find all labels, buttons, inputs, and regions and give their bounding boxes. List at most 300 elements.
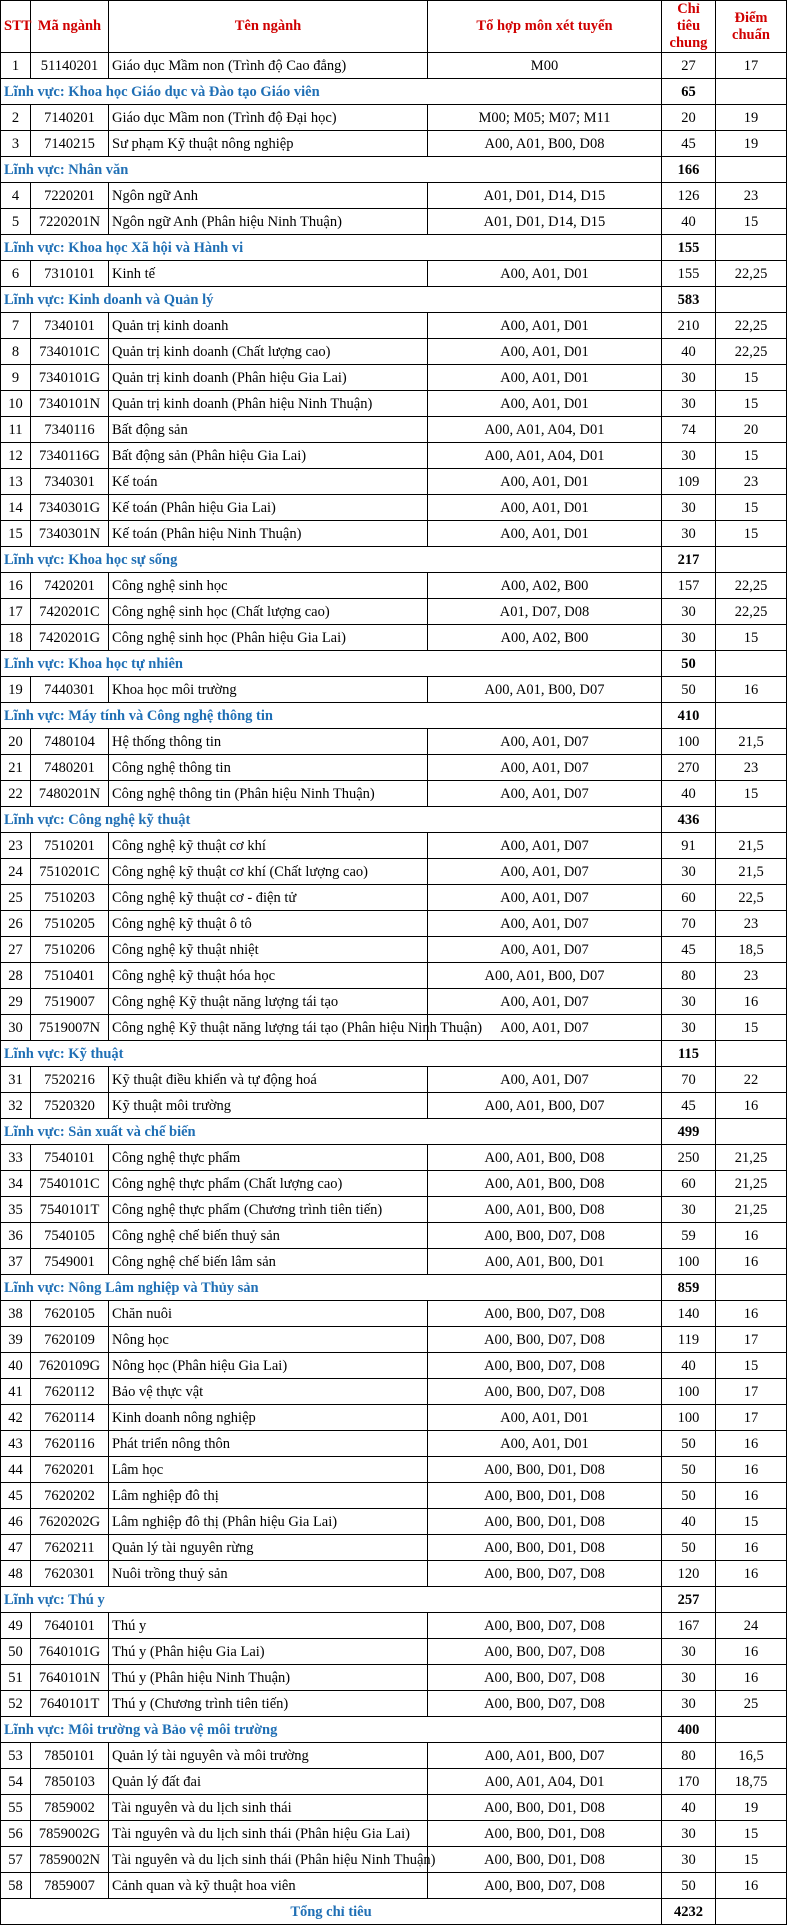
- cell-code: 7540101C: [31, 1171, 109, 1197]
- group-total: 65: [662, 79, 716, 105]
- cell-quota: 120: [662, 1561, 716, 1587]
- cell-score: 23: [716, 963, 787, 989]
- cell-stt: 37: [1, 1249, 31, 1275]
- cell-name: Công nghệ chế biến thuỷ sản: [109, 1223, 428, 1249]
- cell-score: 15: [716, 209, 787, 235]
- cell-code: 7340301N: [31, 521, 109, 547]
- cell-combo: A00, A01, D07: [428, 911, 662, 937]
- total-label: Tổng chỉ tiêu: [1, 1899, 662, 1925]
- cell-code: 7340101: [31, 313, 109, 339]
- cell-score: 17: [716, 1405, 787, 1431]
- cell-stt: 33: [1, 1145, 31, 1171]
- cell-code: 7620114: [31, 1405, 109, 1431]
- cell-combo: A00, A01, B00, D08: [428, 131, 662, 157]
- table-row: [1, 937, 787, 963]
- group-label: Lĩnh vực: Thú y: [1, 1587, 662, 1613]
- cell-code: 7420201G: [31, 625, 109, 651]
- table-row: [1, 1327, 787, 1353]
- group-total: 155: [662, 235, 716, 261]
- cell-quota: 40: [662, 1509, 716, 1535]
- table-row: [1, 1535, 787, 1561]
- cell-quota: 40: [662, 209, 716, 235]
- cell-combo: A00, A01, B00, D08: [428, 1145, 662, 1171]
- table-row: [1, 495, 787, 521]
- cell-score: 15: [716, 521, 787, 547]
- cell-name: Khoa học môi trường: [109, 677, 428, 703]
- cell-score: 16: [716, 1301, 787, 1327]
- cell-name: Quản lý đất đai: [109, 1769, 428, 1795]
- table-row: [1, 1847, 787, 1873]
- header-row: [1, 1, 787, 53]
- group-label: Lĩnh vực: Khoa học tự nhiên: [1, 651, 662, 677]
- cell-combo: A00, B00, D07, D08: [428, 1561, 662, 1587]
- cell-stt: 48: [1, 1561, 31, 1587]
- table-row: [1, 1379, 787, 1405]
- cell-name: Quản lý tài nguyên và môi trường: [109, 1743, 428, 1769]
- group-row: [1, 1717, 787, 1743]
- cell-combo: A00, A01, D07: [428, 859, 662, 885]
- cell-quota: 30: [662, 391, 716, 417]
- cell-combo: A00, B00, D07, D08: [428, 1301, 662, 1327]
- cell-quota: 40: [662, 781, 716, 807]
- table-row: [1, 1301, 787, 1327]
- cell-code: 7859002: [31, 1795, 109, 1821]
- cell-stt: 27: [1, 937, 31, 963]
- cell-score: 15: [716, 1847, 787, 1873]
- header-score: Điểm chuẩn: [716, 1, 787, 53]
- cell-code: 7519007: [31, 989, 109, 1015]
- cell-code: 7519007N: [31, 1015, 109, 1041]
- cell-stt: 52: [1, 1691, 31, 1717]
- cell-score: 16: [716, 1665, 787, 1691]
- cell-quota: 60: [662, 885, 716, 911]
- cell-combo: A00, A01, B00, D07: [428, 677, 662, 703]
- cell-stt: 40: [1, 1353, 31, 1379]
- cell-quota: 30: [662, 365, 716, 391]
- cell-score: 21,5: [716, 859, 787, 885]
- cell-name: Công nghệ sinh học (Chất lượng cao): [109, 599, 428, 625]
- cell-score: 16: [716, 1535, 787, 1561]
- cell-quota: 170: [662, 1769, 716, 1795]
- cell-score: 18,5: [716, 937, 787, 963]
- cell-combo: A00, A01, D07: [428, 989, 662, 1015]
- cell-quota: 40: [662, 1795, 716, 1821]
- cell-quota: 155: [662, 261, 716, 287]
- cell-stt: 16: [1, 573, 31, 599]
- cell-score: 15: [716, 391, 787, 417]
- cell-stt: 41: [1, 1379, 31, 1405]
- cell-name: Bảo vệ thực vật: [109, 1379, 428, 1405]
- cell-quota: 20: [662, 105, 716, 131]
- cell-code: 7620109G: [31, 1353, 109, 1379]
- group-row: [1, 79, 787, 105]
- cell-quota: 91: [662, 833, 716, 859]
- cell-combo: A00, B00, D01, D08: [428, 1535, 662, 1561]
- cell-quota: 30: [662, 1665, 716, 1691]
- cell-stt: 18: [1, 625, 31, 651]
- cell-name: Quản trị kinh doanh: [109, 313, 428, 339]
- group-blank-cell: [716, 1587, 787, 1613]
- cell-quota: 60: [662, 1171, 716, 1197]
- cell-code: 7510203: [31, 885, 109, 911]
- table-row: [1, 677, 787, 703]
- cell-quota: 27: [662, 53, 716, 79]
- table-row: [1, 625, 787, 651]
- cell-stt: 49: [1, 1613, 31, 1639]
- cell-name: Quản trị kinh doanh (Phân hiệu Gia Lai): [109, 365, 428, 391]
- cell-stt: 39: [1, 1327, 31, 1353]
- cell-quota: 30: [662, 599, 716, 625]
- cell-quota: 30: [662, 521, 716, 547]
- group-label: Lĩnh vực: Nhân văn: [1, 157, 662, 183]
- cell-stt: 43: [1, 1431, 31, 1457]
- cell-combo: A01, D01, D14, D15: [428, 183, 662, 209]
- total-blank-cell: [716, 1899, 787, 1925]
- cell-quota: 270: [662, 755, 716, 781]
- group-label: Lĩnh vực: Khoa học Giáo dục và Đào tạo Giáo viên: [1, 79, 662, 105]
- cell-score: 16: [716, 677, 787, 703]
- cell-combo: A00, A01, A04, D01: [428, 1769, 662, 1795]
- cell-code: 7520320: [31, 1093, 109, 1119]
- cell-code: 7220201N: [31, 209, 109, 235]
- cell-combo: A00, A01, D01: [428, 1431, 662, 1457]
- cell-name: Công nghệ sinh học: [109, 573, 428, 599]
- group-blank-cell: [716, 1041, 787, 1067]
- table-row: [1, 1873, 787, 1899]
- cell-combo: A00, A01, D07: [428, 755, 662, 781]
- group-row: [1, 157, 787, 183]
- cell-quota: 74: [662, 417, 716, 443]
- group-label: Lĩnh vực: Sản xuất và chế biến: [1, 1119, 662, 1145]
- cell-code: 7440301: [31, 677, 109, 703]
- group-label: Lĩnh vực: Kỹ thuật: [1, 1041, 662, 1067]
- cell-stt: 57: [1, 1847, 31, 1873]
- group-blank-cell: [716, 547, 787, 573]
- group-row: [1, 235, 787, 261]
- cell-code: 7520216: [31, 1067, 109, 1093]
- cell-stt: 17: [1, 599, 31, 625]
- cell-code: 7549001: [31, 1249, 109, 1275]
- cell-stt: 55: [1, 1795, 31, 1821]
- cell-stt: 10: [1, 391, 31, 417]
- table-row: [1, 417, 787, 443]
- cell-combo: A00, B00, D01, D08: [428, 1509, 662, 1535]
- cell-quota: 30: [662, 1821, 716, 1847]
- cell-stt: 21: [1, 755, 31, 781]
- cell-name: Thú y (Phân hiệu Gia Lai): [109, 1639, 428, 1665]
- cell-name: Công nghệ thực phẩm (Chất lượng cao): [109, 1171, 428, 1197]
- table-row: [1, 1197, 787, 1223]
- cell-name: Nuôi trồng thuỷ sản: [109, 1561, 428, 1587]
- cell-quota: 109: [662, 469, 716, 495]
- cell-combo: A00, A01, D01: [428, 1405, 662, 1431]
- cell-name: Công nghệ kỹ thuật cơ khí: [109, 833, 428, 859]
- cell-name: Công nghệ thực phẩm: [109, 1145, 428, 1171]
- cell-stt: 9: [1, 365, 31, 391]
- table-row: [1, 131, 787, 157]
- cell-name: Hệ thống thông tin: [109, 729, 428, 755]
- table-row: [1, 1431, 787, 1457]
- cell-quota: 119: [662, 1327, 716, 1353]
- table-row: [1, 1483, 787, 1509]
- table-row: [1, 53, 787, 79]
- cell-stt: 44: [1, 1457, 31, 1483]
- table-row: [1, 1509, 787, 1535]
- cell-name: Ngôn ngữ Anh: [109, 183, 428, 209]
- cell-combo: A00, B00, D01, D08: [428, 1457, 662, 1483]
- cell-combo: A00, B00, D07, D08: [428, 1613, 662, 1639]
- table-row: [1, 339, 787, 365]
- cell-stt: 46: [1, 1509, 31, 1535]
- cell-quota: 30: [662, 443, 716, 469]
- group-blank-cell: [716, 235, 787, 261]
- cell-quota: 59: [662, 1223, 716, 1249]
- cell-quota: 100: [662, 1379, 716, 1405]
- cell-combo: A00, A01, B00, D01: [428, 1249, 662, 1275]
- cell-stt: 22: [1, 781, 31, 807]
- cell-score: 22,25: [716, 599, 787, 625]
- group-row: [1, 807, 787, 833]
- total-row: [1, 1899, 787, 1925]
- cell-quota: 30: [662, 1691, 716, 1717]
- cell-stt: 28: [1, 963, 31, 989]
- cell-combo: A00, B00, D07, D08: [428, 1639, 662, 1665]
- group-blank-cell: [716, 287, 787, 313]
- table-row: [1, 391, 787, 417]
- cell-stt: 26: [1, 911, 31, 937]
- cell-combo: A00, A01, D07: [428, 1015, 662, 1041]
- cell-quota: 30: [662, 1197, 716, 1223]
- table-row: [1, 1067, 787, 1093]
- cell-score: 15: [716, 1015, 787, 1041]
- cell-name: Phát triển nông thôn: [109, 1431, 428, 1457]
- cell-score: 16: [716, 989, 787, 1015]
- cell-stt: 23: [1, 833, 31, 859]
- cell-code: 7620202G: [31, 1509, 109, 1535]
- cell-code: 7620105: [31, 1301, 109, 1327]
- cell-score: 21,25: [716, 1197, 787, 1223]
- cell-code: 7340301: [31, 469, 109, 495]
- cell-stt: 31: [1, 1067, 31, 1093]
- table-row: [1, 521, 787, 547]
- cell-stt: 32: [1, 1093, 31, 1119]
- cell-score: 19: [716, 105, 787, 131]
- group-row: [1, 1587, 787, 1613]
- cell-score: 16: [716, 1457, 787, 1483]
- cell-quota: 50: [662, 1483, 716, 1509]
- cell-combo: A00, A01, D01: [428, 261, 662, 287]
- cell-code: 7340101N: [31, 391, 109, 417]
- header-combo: Tổ hợp môn xét tuyển: [428, 1, 662, 53]
- cell-name: Lâm học: [109, 1457, 428, 1483]
- cell-stt: 3: [1, 131, 31, 157]
- cell-code: 7540101: [31, 1145, 109, 1171]
- cell-name: Bất động sản: [109, 417, 428, 443]
- table-row: [1, 859, 787, 885]
- cell-quota: 45: [662, 937, 716, 963]
- group-blank-cell: [716, 651, 787, 677]
- cell-combo: A00, B00, D07, D08: [428, 1665, 662, 1691]
- cell-score: 16: [716, 1873, 787, 1899]
- cell-stt: 4: [1, 183, 31, 209]
- cell-combo: A00, A01, B00, D07: [428, 1093, 662, 1119]
- cell-stt: 13: [1, 469, 31, 495]
- table-row: [1, 1405, 787, 1431]
- cell-name: Công nghệ thông tin (Phân hiệu Ninh Thuận): [109, 781, 428, 807]
- cell-quota: 100: [662, 1249, 716, 1275]
- cell-quota: 167: [662, 1613, 716, 1639]
- cell-name: Công nghệ kỹ thuật nhiệt: [109, 937, 428, 963]
- cell-code: 7340116G: [31, 443, 109, 469]
- cell-quota: 30: [662, 1015, 716, 1041]
- table-row: [1, 1691, 787, 1717]
- cell-combo: A00, B00, D01, D08: [428, 1821, 662, 1847]
- cell-quota: 70: [662, 911, 716, 937]
- group-label: Lĩnh vực: Môi trường và Bảo vệ môi trường: [1, 1717, 662, 1743]
- table-row: [1, 989, 787, 1015]
- group-total: 410: [662, 703, 716, 729]
- table-row: [1, 313, 787, 339]
- cell-score: 15: [716, 1821, 787, 1847]
- group-total: 166: [662, 157, 716, 183]
- cell-code: 7510401: [31, 963, 109, 989]
- cell-quota: 40: [662, 1353, 716, 1379]
- cell-stt: 14: [1, 495, 31, 521]
- group-total: 257: [662, 1587, 716, 1613]
- group-label: Lĩnh vực: Công nghệ kỹ thuật: [1, 807, 662, 833]
- cell-name: Kỹ thuật môi trường: [109, 1093, 428, 1119]
- cell-code: 7420201C: [31, 599, 109, 625]
- cell-combo: A00, A01, A04, D01: [428, 417, 662, 443]
- cell-stt: 54: [1, 1769, 31, 1795]
- cell-code: 7620112: [31, 1379, 109, 1405]
- cell-name: Giáo dục Mầm non (Trình độ Đại học): [109, 105, 428, 131]
- cell-score: 18,75: [716, 1769, 787, 1795]
- table-row: [1, 469, 787, 495]
- cell-code: 51140201: [31, 53, 109, 79]
- cell-score: 22,5: [716, 885, 787, 911]
- cell-combo: A00, B00, D07, D08: [428, 1327, 662, 1353]
- cell-quota: 30: [662, 989, 716, 1015]
- cell-stt: 12: [1, 443, 31, 469]
- cell-name: Kinh doanh nông nghiệp: [109, 1405, 428, 1431]
- cell-score: 21,25: [716, 1171, 787, 1197]
- cell-name: Cảnh quan và kỹ thuật hoa viên: [109, 1873, 428, 1899]
- cell-code: 7480201: [31, 755, 109, 781]
- group-row: [1, 703, 787, 729]
- cell-score: 15: [716, 1353, 787, 1379]
- table-row: [1, 443, 787, 469]
- table-row: [1, 1353, 787, 1379]
- table-row: [1, 261, 787, 287]
- cell-name: Bất động sản (Phân hiệu Gia Lai): [109, 443, 428, 469]
- cell-quota: 30: [662, 495, 716, 521]
- cell-quota: 40: [662, 339, 716, 365]
- group-blank-cell: [716, 79, 787, 105]
- cell-score: 21,5: [716, 833, 787, 859]
- cell-score: 16: [716, 1223, 787, 1249]
- cell-quota: 45: [662, 131, 716, 157]
- cell-score: 22: [716, 1067, 787, 1093]
- cell-code: 7510206: [31, 937, 109, 963]
- cell-combo: A01, D01, D14, D15: [428, 209, 662, 235]
- cell-code: 7510205: [31, 911, 109, 937]
- cell-code: 7540101T: [31, 1197, 109, 1223]
- cell-combo: A00, A02, B00: [428, 625, 662, 651]
- cell-stt: 42: [1, 1405, 31, 1431]
- table-row: [1, 1171, 787, 1197]
- cell-quota: 50: [662, 1873, 716, 1899]
- cell-stt: 1: [1, 53, 31, 79]
- cell-score: 23: [716, 183, 787, 209]
- group-total: 859: [662, 1275, 716, 1301]
- cell-stt: 7: [1, 313, 31, 339]
- cell-stt: 30: [1, 1015, 31, 1041]
- group-blank-cell: [716, 1275, 787, 1301]
- cell-combo: A00, B00, D07, D08: [428, 1873, 662, 1899]
- group-total: 217: [662, 547, 716, 573]
- header-stt: STT: [1, 1, 31, 53]
- table-row: [1, 209, 787, 235]
- group-total: 436: [662, 807, 716, 833]
- table-row: [1, 911, 787, 937]
- cell-name: Công nghệ Kỹ thuật năng lượng tái tạo (Phân hiệu Ninh Thuận): [109, 1015, 428, 1041]
- cell-combo: A00, A01, D07: [428, 781, 662, 807]
- table-row: [1, 781, 787, 807]
- cell-name: Nông học: [109, 1327, 428, 1353]
- cell-code: 7640101: [31, 1613, 109, 1639]
- group-row: [1, 1041, 787, 1067]
- table-row: [1, 365, 787, 391]
- cell-score: 16: [716, 1561, 787, 1587]
- table-row: [1, 599, 787, 625]
- cell-quota: 80: [662, 963, 716, 989]
- cell-quota: 250: [662, 1145, 716, 1171]
- cell-score: 16: [716, 1483, 787, 1509]
- group-row: [1, 1275, 787, 1301]
- cell-combo: A00, A01, D07: [428, 1067, 662, 1093]
- cell-code: 7510201C: [31, 859, 109, 885]
- table-row: [1, 885, 787, 911]
- cell-combo: A00, A01, D01: [428, 313, 662, 339]
- table-row: [1, 755, 787, 781]
- cell-score: 16: [716, 1639, 787, 1665]
- group-total: 583: [662, 287, 716, 313]
- table-row: [1, 1015, 787, 1041]
- cell-quota: 80: [662, 1743, 716, 1769]
- cell-name: Thú y (Chương trình tiên tiến): [109, 1691, 428, 1717]
- cell-name: Công nghệ sinh học (Phân hiệu Gia Lai): [109, 625, 428, 651]
- cell-code: 7850101: [31, 1743, 109, 1769]
- cell-quota: 140: [662, 1301, 716, 1327]
- cell-name: Tài nguyên và du lịch sinh thái (Phân hiệu Ninh Thuận): [109, 1847, 428, 1873]
- cell-combo: A00, B00, D01, D08: [428, 1847, 662, 1873]
- cell-stt: 50: [1, 1639, 31, 1665]
- cell-name: Quản trị kinh doanh (Phân hiệu Ninh Thuận): [109, 391, 428, 417]
- cell-name: Lâm nghiệp đô thị (Phân hiệu Gia Lai): [109, 1509, 428, 1535]
- group-label: Lĩnh vực: Khoa học Xã hội và Hành vi: [1, 235, 662, 261]
- cell-name: Tài nguyên và du lịch sinh thái (Phân hiệu Gia Lai): [109, 1821, 428, 1847]
- cell-stt: 51: [1, 1665, 31, 1691]
- cell-quota: 30: [662, 1639, 716, 1665]
- cell-code: 7620201: [31, 1457, 109, 1483]
- cell-combo: M00; M05; M07; M11: [428, 105, 662, 131]
- header-name: Tên ngành: [109, 1, 428, 53]
- cell-stt: 36: [1, 1223, 31, 1249]
- cell-score: 23: [716, 755, 787, 781]
- cell-stt: 47: [1, 1535, 31, 1561]
- group-blank-cell: [716, 703, 787, 729]
